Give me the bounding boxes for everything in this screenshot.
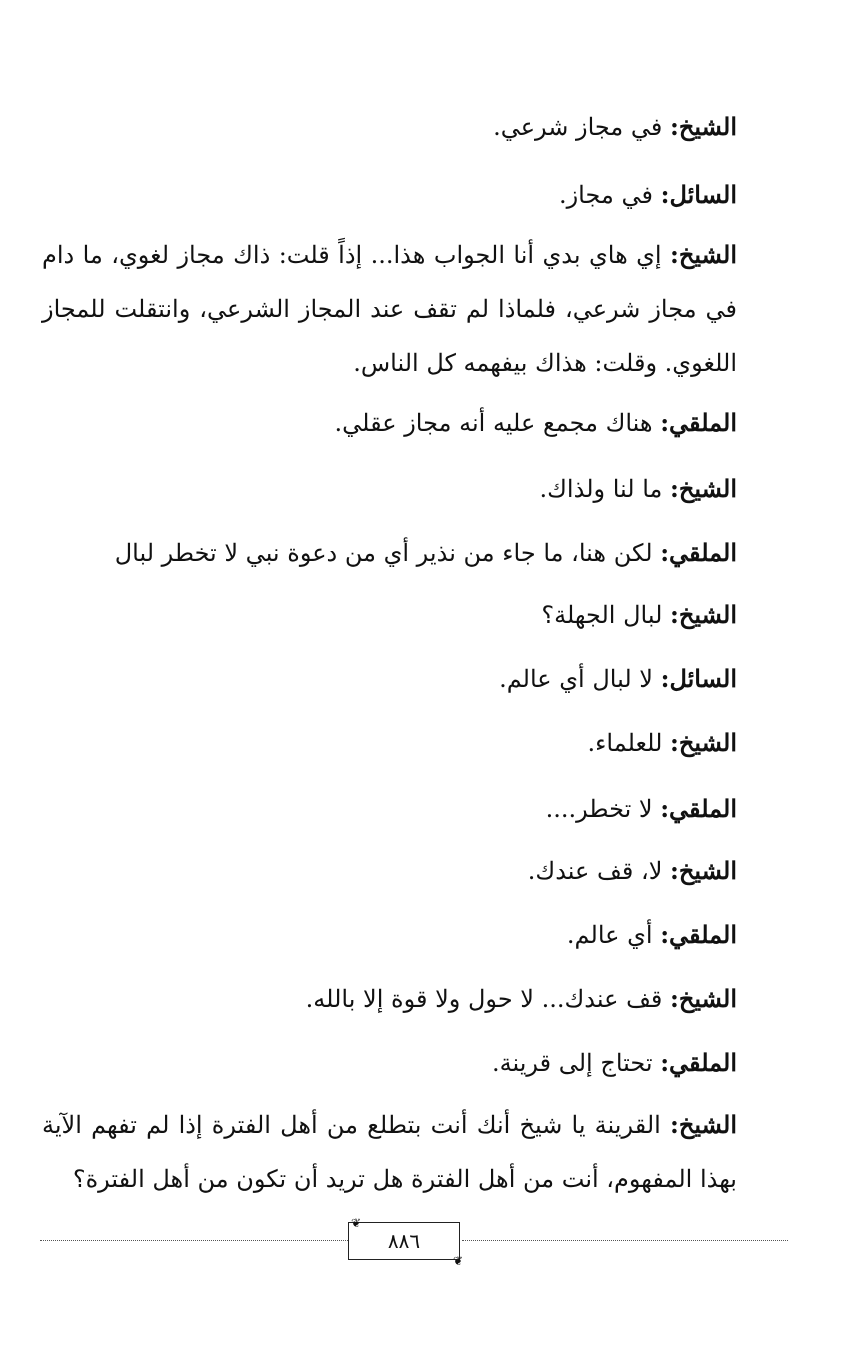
line-text: لبال الجهلة؟: [541, 601, 671, 629]
ornament-icon: ❦: [452, 1254, 463, 1268]
speaker-label: الملقي:: [660, 920, 737, 949]
line-text: القرينة يا شيخ أنك أنت بتطلع من أهل الفترة إذا لم تفهم الآية بهذا المفهوم، أنت من أهل الفترة هل تريد أن تكون من أهل الفترة؟: [42, 1111, 737, 1193]
speaker-label: الشيخ:: [670, 728, 737, 757]
speaker-label: الشيخ:: [670, 600, 737, 629]
speaker-label: الشيخ:: [670, 856, 737, 885]
dialogue-line: [588, 728, 738, 757]
line-text: في مجاز شرعي.: [493, 113, 671, 141]
dialogue-line: [115, 538, 737, 567]
dialogue-line: [492, 1048, 737, 1077]
footer-divider: [462, 1240, 788, 1241]
line-text: لا لبال أي عالم.: [499, 665, 661, 693]
dialogue-line: [335, 408, 737, 437]
speaker-label: السائل:: [660, 664, 737, 693]
speaker-label: الملقي:: [660, 1048, 737, 1077]
speaker-label: الملقي:: [660, 794, 737, 823]
line-text: إي هاي بدي أنا الجواب هذا... إذاً قلت: ذاك مجاز لغوي، ما دام في مجاز شرعي، فلماذا لم تقف عند المجاز الشرعي، وانتقلت للمجاز اللغوي. وقلت: هذاك بيفهمه كل الناس.: [42, 241, 737, 377]
line-text: ما لنا ولذاك.: [539, 475, 671, 503]
line-text: لكن هنا، ما جاء من نذير أي من دعوة نبي لا تخطر لبال: [114, 539, 661, 567]
line-text: للعلماء.: [587, 729, 671, 757]
dialogue-line: [306, 984, 737, 1013]
speaker-label: الشيخ:: [670, 474, 737, 503]
page-number: ٨٨٦: [387, 1229, 421, 1253]
dialogue-line: [499, 664, 737, 693]
speaker-label: الملقي:: [660, 538, 737, 567]
speaker-label: الشيخ:: [670, 1110, 737, 1139]
line-text: قف عندك... لا حول ولا قوة إلا بالله.: [305, 985, 671, 1013]
dialogue-line: [540, 474, 737, 503]
footer-divider: [40, 1240, 348, 1241]
speaker-label: السائل:: [660, 180, 737, 209]
speaker-label: الشيخ:: [670, 984, 737, 1013]
line-text: تحتاج إلى قرينة.: [491, 1049, 661, 1077]
dialogue-line: [528, 856, 737, 885]
dialogue-line: [541, 600, 737, 629]
dialogue-line: [559, 180, 737, 209]
line-text: هناك مجمع عليه أنه مجاز عقلي.: [334, 409, 661, 437]
speaker-label: الشيخ:: [670, 240, 737, 269]
line-text: أي عالم.: [566, 921, 661, 949]
speaker-label: الشيخ:: [670, 112, 737, 141]
dialogue-line: [546, 794, 737, 823]
dialogue-line: [567, 920, 737, 949]
dialogue-line: [493, 112, 737, 141]
line-text: لا، قف عندك.: [527, 857, 671, 885]
line-text: في مجاز.: [558, 181, 661, 209]
speaker-label: الملقي:: [660, 408, 737, 437]
dialogue-paragraph: [42, 1098, 737, 1206]
ornament-icon: ❦: [351, 1216, 362, 1230]
page-number-frame: [348, 1216, 463, 1268]
line-text: لا تخطر....: [545, 795, 661, 823]
dialogue-paragraph: [42, 228, 737, 390]
